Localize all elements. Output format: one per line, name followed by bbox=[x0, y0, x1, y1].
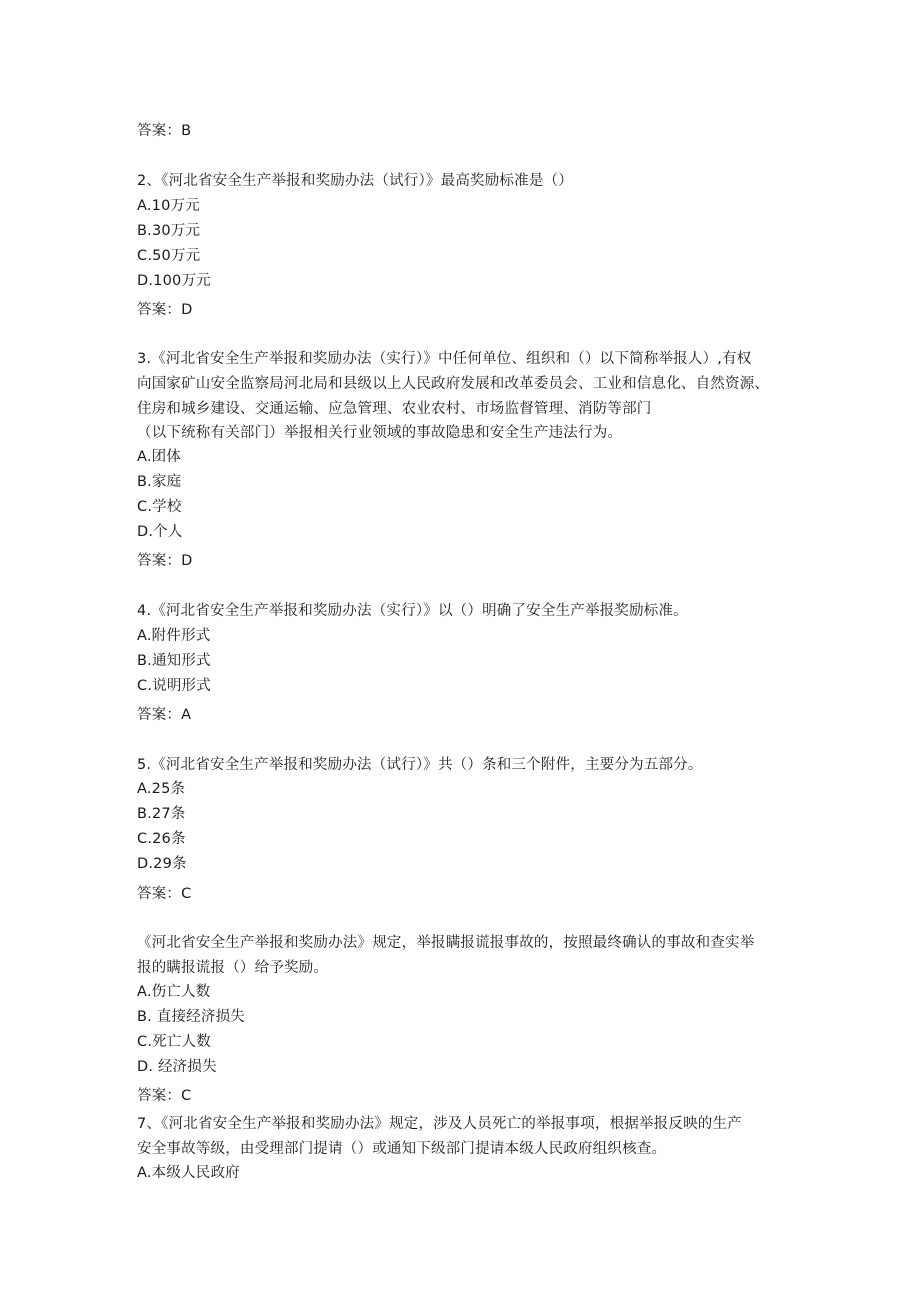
option-b: B. 直接经济损失 bbox=[137, 1009, 245, 1025]
option-b: B.家庭 bbox=[137, 474, 182, 490]
option-a: A.25条 bbox=[137, 781, 186, 797]
option-d: D. 经济损失 bbox=[137, 1059, 217, 1075]
question-text: 2、《河北省安全生产举报和奖励办法（试行）》最高奖励标准是（） bbox=[137, 173, 573, 189]
question-line: 7、《河北省安全生产举报和奖励办法》规定，涉及人员死亡的举报事项，根据举报反映的生产 bbox=[137, 1116, 742, 1132]
question-line: 安全事故等级，由受理部门提请（）或通知下级部门提请本级人民政府组织核查。 bbox=[137, 1141, 667, 1157]
question-line: 3.《河北省安全生产举报和奖励办法（实行）》中任何单位、组织和（）以下简称举报人）,有权 bbox=[137, 351, 752, 367]
option-b: B.通知形式 bbox=[137, 653, 211, 669]
option-d: D.个人 bbox=[137, 524, 183, 540]
question-line: 向国家矿山安全监察局河北局和县级以上人民政府发展和改革委员会、工业和信息化、自然资源、 bbox=[137, 376, 770, 392]
question-text: 5.《河北省安全生产举报和奖励办法（试行）》共（）条和三个附件，主要分为五部分。 bbox=[137, 757, 703, 773]
option-a: A.附件形式 bbox=[137, 628, 211, 644]
answer-line: 答案：D bbox=[137, 553, 193, 569]
answer-line: 答案：C bbox=[137, 1088, 192, 1104]
answer-line: 答案：A bbox=[137, 707, 192, 723]
option-c: C.死亡人数 bbox=[137, 1034, 211, 1050]
question-line: （以下统称有关部门）举报相关行业领域的事故隐患和安全生产违法行为。 bbox=[137, 425, 623, 441]
option-b: B.27条 bbox=[137, 806, 186, 822]
option-a: A.本级人民政府 bbox=[137, 1165, 240, 1181]
question-text: 4.《河北省安全生产举报和奖励办法（实行）》以（）明确了安全生产举报奖励标准。 bbox=[137, 603, 688, 619]
question-line: 《河北省安全生产举报和奖励办法》规定，举报瞒报谎报事故的，按照最终确认的事故和查实举 bbox=[137, 935, 755, 951]
option-c: C.说明形式 bbox=[137, 678, 211, 694]
option-b: B.30万元 bbox=[137, 223, 201, 239]
option-c: C.学校 bbox=[137, 499, 182, 515]
question-line: 报的瞒报谎报（）给予奖励。 bbox=[137, 960, 329, 976]
option-c: C.50万元 bbox=[137, 248, 201, 264]
answer-line: 答案：D bbox=[137, 302, 193, 318]
option-c: C.26条 bbox=[137, 831, 186, 847]
option-d: D.100万元 bbox=[137, 273, 211, 289]
question-line: 住房和城乡建设、交通运输、应急管理、农业农村、市场监督管理、消防等部门 bbox=[137, 401, 652, 417]
answer-line: 答案：B bbox=[137, 123, 192, 139]
option-a: A.10万元 bbox=[137, 198, 200, 214]
option-a: A.团体 bbox=[137, 449, 182, 465]
answer-line: 答案：C bbox=[137, 886, 192, 902]
option-d: D.29条 bbox=[137, 856, 187, 872]
option-a: A.伤亡人数 bbox=[137, 984, 211, 1000]
